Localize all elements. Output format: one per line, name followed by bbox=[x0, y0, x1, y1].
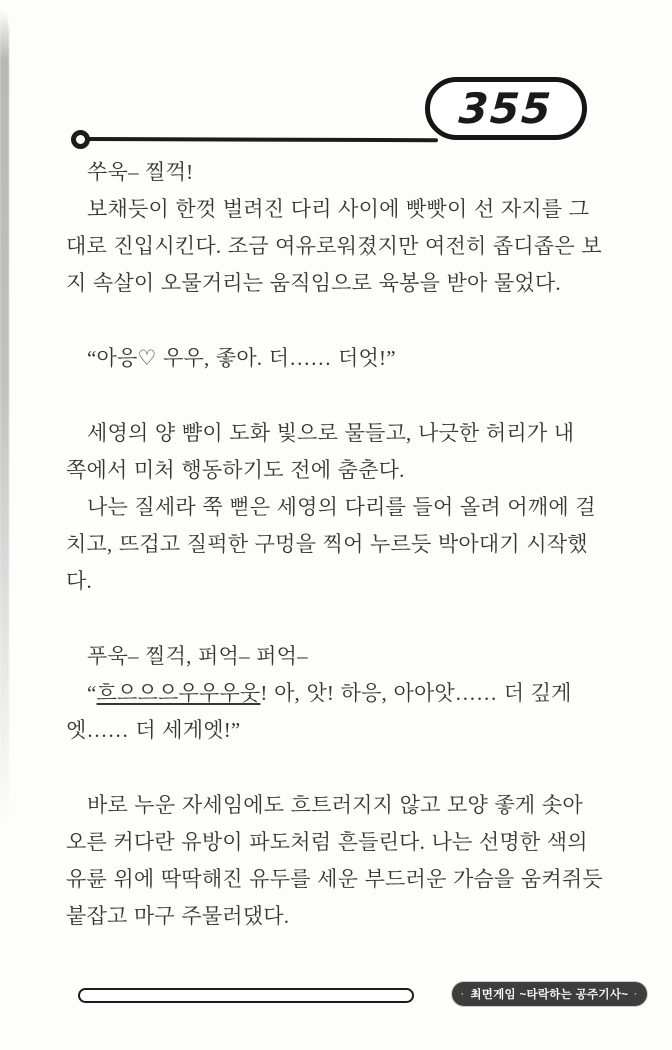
text-line: 붙잡고 마구 주물러댔다. bbox=[66, 904, 290, 928]
text-line: 엣…… 더 세게엣!” bbox=[66, 718, 241, 742]
text-line: 유륜 위에 딱딱해진 유두를 세운 부드러운 가슴을 움켜쥐듯 bbox=[66, 867, 603, 891]
underlined-text: 흐으으으우우우웃 bbox=[96, 681, 261, 705]
header-rule bbox=[88, 137, 438, 142]
text-line: 쪽에서 미처 행동하기도 전에 춤춘다. bbox=[66, 458, 405, 482]
text-line: “아응♡ 우우, 좋아. 더…… 더엇!” bbox=[87, 346, 396, 370]
text-line: 바로 누운 자세임에도 흐트러지지 않고 모양 좋게 솟아 bbox=[87, 793, 583, 817]
text-line: 오른 커다란 유방이 파도처럼 흔들린다. 나는 선명한 색의 bbox=[66, 830, 588, 854]
text-line: 보채듯이 한껏 벌려진 다리 사이에 빳빳이 선 자지를 그 bbox=[87, 197, 590, 221]
text-line: 나는 질세라 쭉 뻗은 세영의 다리를 들어 올려 어깨에 걸 bbox=[87, 495, 596, 519]
quote-mark: “ bbox=[87, 681, 97, 705]
decor-dot-icon: · bbox=[461, 989, 465, 999]
text-line: 세영의 양 뺨이 도화 빛으로 물들고, 나긋한 허리가 내 bbox=[87, 421, 575, 445]
decor-dot-icon: · bbox=[634, 989, 638, 999]
text-line: 다. bbox=[66, 569, 92, 593]
series-title-badge bbox=[452, 982, 647, 1006]
page-number: 355 bbox=[457, 84, 555, 133]
footer-rule-capsule bbox=[78, 988, 414, 1003]
series-title: 최면게임 ~타락하는 공주기사~ bbox=[470, 989, 629, 1001]
text-line: 치고, 뜨겁고 질퍽한 구멍을 찍어 누르듯 박아대기 시작했 bbox=[66, 532, 588, 556]
body-text bbox=[66, 154, 611, 935]
text-line bbox=[66, 675, 611, 712]
text-line: 쑤욱– 찔꺽! bbox=[87, 160, 194, 184]
text-segment: ! 아, 앗! 하응, 아아앗…… 더 깊게 bbox=[260, 681, 572, 705]
page-number-badge bbox=[425, 77, 587, 140]
text-line: 푸욱– 찔걱, 퍼억– 퍼억– bbox=[87, 644, 308, 668]
text-line: 지 속살이 오물거리는 움직임으로 육봉을 받아 물었다. bbox=[66, 271, 561, 295]
spine-shadow bbox=[0, 10, 9, 830]
text-line: 대로 진입시킨다. 조금 여유로워졌지만 여전히 좁디좁은 보 bbox=[66, 234, 602, 258]
